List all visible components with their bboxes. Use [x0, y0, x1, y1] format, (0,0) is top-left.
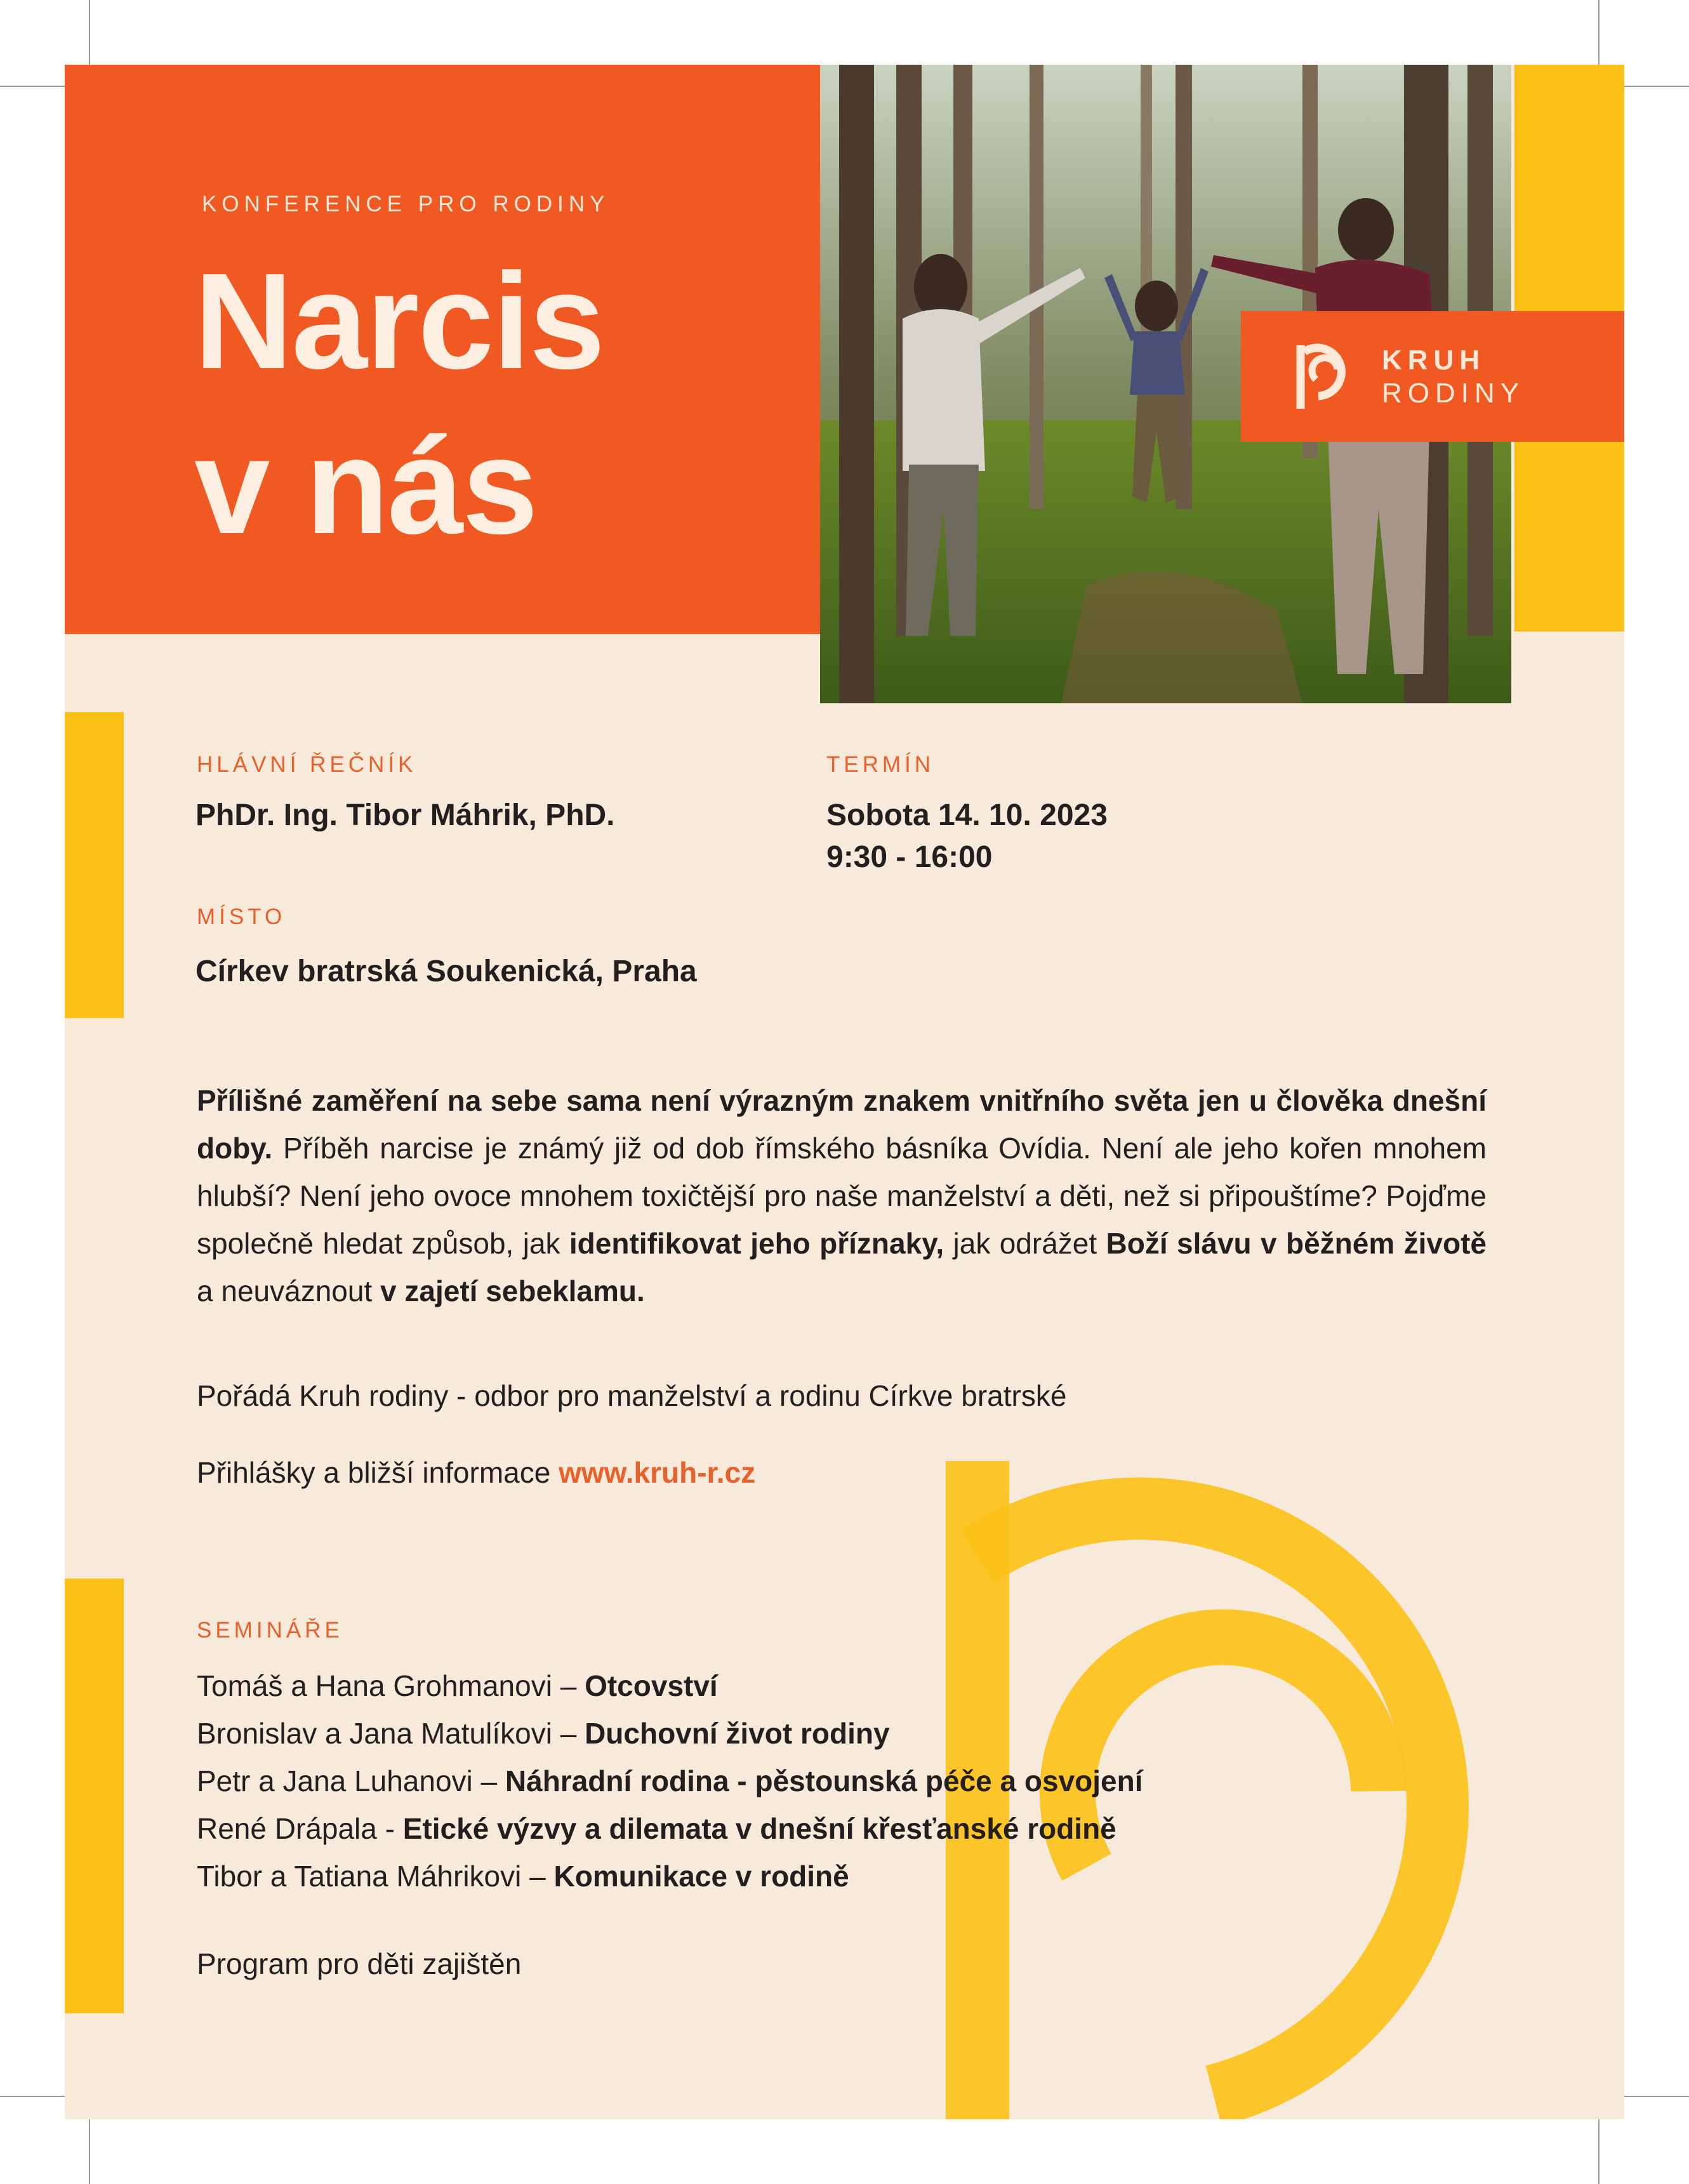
brand-badge — [1241, 311, 1624, 442]
event-time: 9:30 - 16:00 — [826, 840, 993, 874]
seminar-speakers: Petr a Jana Luhanovi – — [197, 1764, 505, 1797]
description-text-2: jak odrážet — [944, 1227, 1106, 1260]
speaker-label: HLÁVNÍ ŘEČNÍK — [197, 752, 417, 777]
crop-mark — [89, 0, 90, 69]
event-kicker: KONFERENCE PRO RODINY — [202, 192, 610, 216]
children-program-note: Program pro děti zajištěn — [197, 1947, 522, 1980]
description-text-3: a neuváznout — [197, 1274, 381, 1307]
seminar-item — [197, 1853, 849, 1900]
seminar-speakers: Tibor a Tatiana Máhrikovi – — [197, 1860, 554, 1893]
accent-bar-left-upper — [65, 712, 124, 1018]
seminar-speakers: René Drápala - — [197, 1812, 403, 1845]
registration-note — [197, 1453, 755, 1492]
organizer-note: Pořádá Kruh rodiny - odbor pro manželství a rodinu Církve bratrské — [197, 1379, 1067, 1412]
website-link[interactable]: www.kruh-r.cz — [559, 1456, 756, 1489]
description-bold-3: Boží slávu v běžném životě — [1106, 1227, 1487, 1260]
kruh-rodiny-logo-icon — [1293, 343, 1361, 411]
crop-mark — [0, 86, 69, 87]
title-line-1: Narcis — [194, 244, 604, 397]
seminar-topic: Náhradní rodina - pěstounská péče a osvojení — [505, 1764, 1143, 1797]
description-paragraph — [197, 1077, 1487, 1315]
date-label: TERMÍN — [826, 752, 935, 777]
crop-mark — [1598, 0, 1600, 69]
crop-mark — [0, 2096, 69, 2097]
seminar-topic: Otcovství — [585, 1669, 718, 1702]
event-place: Církev bratrská Soukenická, Praha — [195, 955, 697, 988]
brand-name-line-1: KRUH — [1382, 345, 1486, 376]
crop-mark — [1620, 2096, 1689, 2097]
seminar-item — [197, 1710, 890, 1757]
description-text-1: Příběh narcise je známý již od dob římského básníka Ovídia. Není ale jeho kořen mnohem hlubší? Není jeho ovoce mnohem toxičtější pro naše manželství a děti, než si připouštíme? Pojďme společně hledat způsob, jak — [197, 1132, 1487, 1260]
seminars-label: SEMINÁŘE — [197, 1618, 343, 1643]
seminar-item — [197, 1757, 1143, 1805]
seminar-item — [197, 1662, 718, 1710]
crop-mark — [1598, 2115, 1600, 2184]
speaker-name: PhDr. Ing. Tibor Máhrik, PhD. — [195, 798, 615, 832]
seminar-speakers: Bronislav a Jana Matulíkovi – — [197, 1717, 585, 1750]
registration-text: Přihlášky a bližší informace — [197, 1456, 559, 1489]
seminar-topic: Etické výzvy a dilemata v dnešní křesťanské rodině — [402, 1812, 1116, 1845]
brand-name-line-2: RODINY — [1382, 378, 1525, 409]
crop-mark — [89, 2115, 90, 2184]
poster — [65, 65, 1624, 2119]
event-date: Sobota 14. 10. 2023 — [826, 798, 1108, 832]
title-line-2: v nás — [194, 409, 537, 562]
seminar-speakers: Tomáš a Hana Grohmanovi – — [197, 1669, 585, 1702]
seminar-item — [197, 1805, 1116, 1853]
description-bold-1: Přílišné zaměření na sebe sama není výrazným znakem vnitřního světa jen u člověka dnešní doby. — [197, 1084, 1487, 1165]
seminar-topic: Duchovní život rodiny — [585, 1717, 890, 1750]
description-bold-4: v zajetí sebeklamu. — [380, 1274, 645, 1307]
crop-mark — [1620, 86, 1689, 87]
seminar-topic: Komunikace v rodině — [553, 1860, 849, 1893]
accent-bar-left-lower — [65, 1578, 124, 2013]
description-bold-2: identifikovat jeho příznaky, — [569, 1227, 944, 1260]
place-label: MÍSTO — [197, 904, 286, 929]
